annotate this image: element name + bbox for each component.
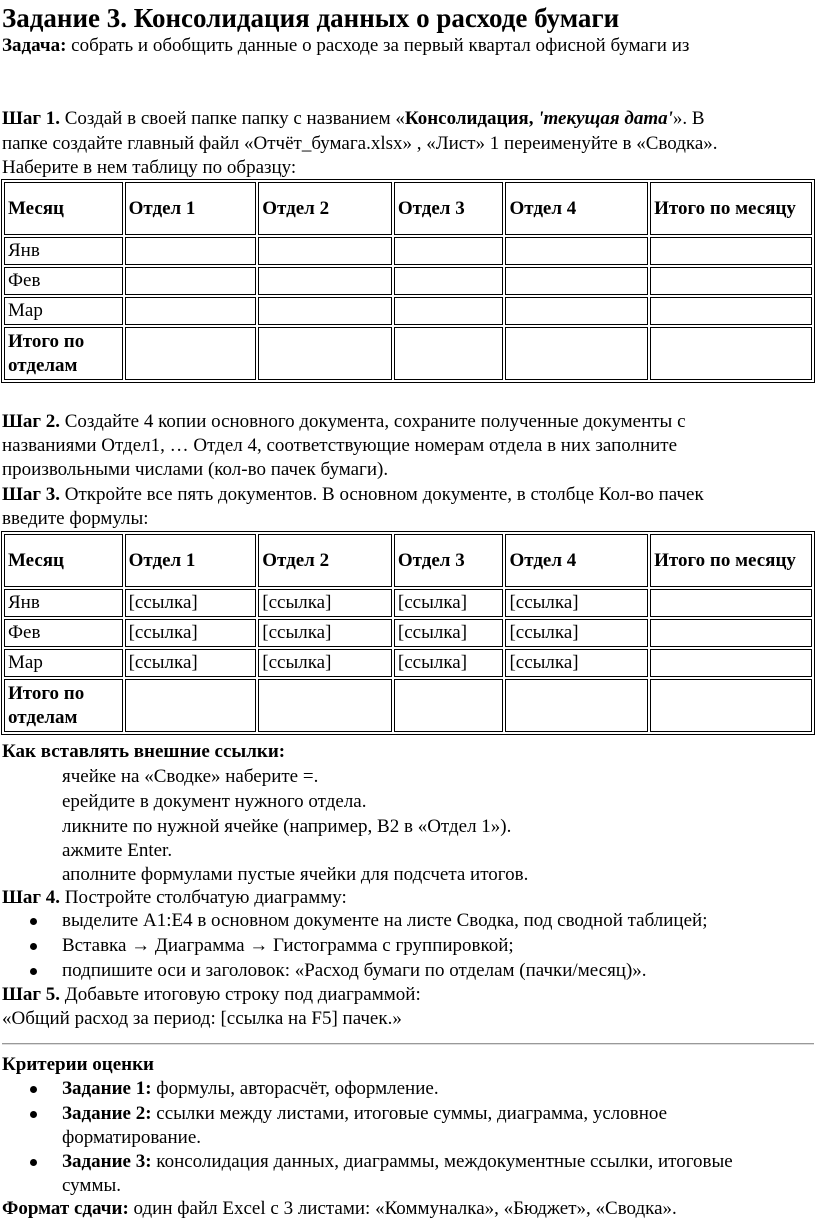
table-cell bbox=[258, 237, 392, 265]
step1-date: 'текущая дата' bbox=[538, 108, 673, 129]
step1-label: Шаг 1. bbox=[2, 108, 60, 129]
table-header-row bbox=[4, 534, 812, 587]
table-header-cell: Отдел 1 bbox=[125, 182, 257, 235]
table-cell bbox=[650, 237, 812, 265]
table-header-row bbox=[4, 182, 812, 235]
step4-label: Шаг 4. bbox=[2, 887, 60, 908]
bullet-icon bbox=[30, 943, 37, 950]
table-cell bbox=[258, 679, 392, 732]
table-cell bbox=[505, 237, 648, 265]
step5-line bbox=[2, 983, 421, 1008]
formula-table-body bbox=[4, 534, 812, 732]
table-cell bbox=[258, 297, 392, 325]
table-cell: [ссылка] bbox=[505, 619, 648, 647]
step1-folder-name: Консолидация, bbox=[404, 108, 539, 129]
links-howto-item: ажмите Enter. bbox=[62, 840, 173, 861]
table-row bbox=[4, 327, 812, 380]
criteria-item-continued: суммы. bbox=[62, 1175, 121, 1196]
summary-table-template bbox=[1, 179, 815, 383]
bullet-icon bbox=[30, 1086, 37, 1093]
links-howto-heading bbox=[2, 740, 285, 765]
table-cell: Янв bbox=[4, 237, 123, 265]
table-row bbox=[4, 679, 812, 732]
step5-label: Шаг 5. bbox=[2, 984, 60, 1005]
step1-line3: Наберите в нем таблицу по образцу: bbox=[2, 157, 297, 178]
bullet-icon bbox=[30, 918, 37, 925]
step3-line2: введите формулы: bbox=[2, 508, 149, 529]
table-cell bbox=[650, 327, 812, 380]
table-row bbox=[4, 297, 812, 325]
links-howto-item: ерейдите в документ нужного отдела. bbox=[62, 791, 367, 812]
step1-line1 bbox=[2, 107, 705, 132]
table-cell: Итого по отделам bbox=[4, 679, 123, 732]
table-row bbox=[4, 237, 812, 265]
task-line bbox=[2, 34, 689, 59]
table-header-cell: Итого по месяцу bbox=[650, 534, 812, 587]
step2-line3: произвольными числами (кол-во пачек бумаги). bbox=[2, 459, 389, 480]
table-cell bbox=[258, 327, 392, 380]
step4-bullet: Вставка → Диаграмма → Гистограмма с группировкой; bbox=[62, 935, 514, 956]
table-cell: Янв bbox=[4, 589, 123, 617]
criteria-text: консолидация данных, диаграммы, междокументные ссылки, итоговые bbox=[151, 1151, 733, 1172]
table-cell bbox=[505, 679, 648, 732]
table-cell: [ссылка] bbox=[258, 589, 392, 617]
step4-bullet: выделите A1:E4 в основном документе на листе Сводка, под сводной таблицей; bbox=[62, 910, 708, 931]
table-header-cell: Отдел 4 bbox=[505, 534, 648, 587]
step4-text: Постройте столбчатую диаграмму: bbox=[60, 887, 347, 908]
table-header-cell: Месяц bbox=[4, 182, 123, 235]
table-cell bbox=[650, 589, 812, 617]
table-cell bbox=[505, 297, 648, 325]
table-cell bbox=[394, 679, 504, 732]
table-cell bbox=[394, 267, 504, 295]
table-cell: Мар bbox=[4, 297, 123, 325]
criteria-label: Задание 1: bbox=[62, 1078, 152, 1099]
table-cell bbox=[505, 267, 648, 295]
table-cell: [ссылка] bbox=[505, 589, 648, 617]
step1-text-b: ». В bbox=[672, 108, 705, 129]
links-howto-heading-text: Как вставлять внешние ссылки: bbox=[2, 741, 286, 762]
table-cell: [ссылка] bbox=[125, 619, 257, 647]
table-cell bbox=[650, 297, 812, 325]
step2-label: Шаг 2. bbox=[2, 411, 60, 432]
table-cell: [ссылка] bbox=[258, 649, 392, 677]
criteria-item bbox=[62, 1077, 439, 1102]
table-row bbox=[4, 589, 812, 617]
links-howto-item: ликните по нужной ячейке (например, B2 в «Отдел 1»). bbox=[62, 816, 512, 837]
table-header-cell: Месяц bbox=[4, 534, 123, 587]
table-cell bbox=[650, 679, 812, 732]
step1-line2: папке создайте главный файл «Отчёт_бумага.xlsx» , «Лист» 1 переименуйте в «Сводка». bbox=[2, 133, 718, 154]
task-text: собрать и обобщить данные о расходе за первый квартал офисной бумаги из bbox=[66, 35, 690, 56]
table-cell: Фев bbox=[4, 267, 123, 295]
table-header-cell: Отдел 4 bbox=[505, 182, 648, 235]
table-cell bbox=[394, 237, 504, 265]
table-row bbox=[4, 649, 812, 677]
table-header-cell: Отдел 1 bbox=[125, 534, 257, 587]
table-header-cell: Отдел 2 bbox=[258, 534, 392, 587]
table-cell: [ссылка] bbox=[125, 649, 257, 677]
table-cell bbox=[125, 267, 257, 295]
table-cell bbox=[125, 297, 257, 325]
bullet-icon bbox=[30, 1111, 37, 1118]
table-cell: Мар bbox=[4, 649, 123, 677]
table-row bbox=[4, 619, 812, 647]
step1-text-a: Создай в своей папке папку с названием « bbox=[60, 108, 405, 129]
formula-table bbox=[1, 531, 815, 735]
step2-text: Создайте 4 копии основного документа, сохраните полученные документы с bbox=[60, 411, 686, 432]
criteria-item-continued: форматирование. bbox=[62, 1127, 202, 1148]
table-header-cell: Отдел 3 bbox=[394, 182, 504, 235]
submission-line bbox=[2, 1197, 677, 1222]
table-header-cell: Итого по месяцу bbox=[650, 182, 812, 235]
table-cell bbox=[258, 267, 392, 295]
table-header-cell: Отдел 3 bbox=[394, 534, 504, 587]
task-label: Задача: bbox=[2, 35, 67, 56]
table-cell bbox=[125, 327, 257, 380]
step3-line1 bbox=[2, 483, 704, 508]
page-title: Задание 3. Консолидация данных о расходе бумаги bbox=[2, 3, 620, 33]
table-cell bbox=[650, 619, 812, 647]
table-cell bbox=[394, 327, 504, 380]
table-cell: [ссылка] bbox=[394, 619, 504, 647]
criteria-label: Задание 3: bbox=[62, 1151, 152, 1172]
table-cell bbox=[125, 237, 257, 265]
step4-line bbox=[2, 886, 347, 911]
table-cell: [ссылка] bbox=[394, 589, 504, 617]
links-howto-item: ячейке на «Сводке» наберите =. bbox=[62, 766, 319, 787]
section-divider bbox=[2, 1043, 814, 1045]
table-cell bbox=[650, 649, 812, 677]
criteria-heading-text: Критерии оценки bbox=[2, 1054, 154, 1075]
step4-bullet: подпишите оси и заголовок: «Расход бумаги по отделам (пачки/месяц)». bbox=[62, 960, 647, 981]
step2-line1 bbox=[2, 410, 686, 435]
step5-text: Добавьте итоговую строку под диаграммой: bbox=[60, 984, 421, 1005]
criteria-heading bbox=[2, 1053, 154, 1078]
table-cell bbox=[394, 297, 504, 325]
table-row bbox=[4, 267, 812, 295]
criteria-text: формулы, авторасчёт, оформление. bbox=[151, 1078, 439, 1099]
table-cell: Фев bbox=[4, 619, 123, 647]
table-cell bbox=[505, 327, 648, 380]
table-cell: [ссылка] bbox=[505, 649, 648, 677]
step3-text: Откройте все пять документов. В основном документе, в столбце Кол-во пачек bbox=[60, 484, 704, 505]
criteria-item bbox=[62, 1150, 733, 1175]
table-cell bbox=[650, 267, 812, 295]
step3-label: Шаг 3. bbox=[2, 484, 60, 505]
table-cell: [ссылка] bbox=[258, 619, 392, 647]
submission-text: один файл Excel с 3 листами: «Коммуналка», «Бюджет», «Сводка». bbox=[128, 1198, 677, 1219]
criteria-label: Задание 2: bbox=[62, 1103, 152, 1124]
bullet-icon bbox=[30, 1159, 37, 1166]
table-cell: [ссылка] bbox=[125, 589, 257, 617]
table-cell bbox=[125, 679, 257, 732]
summary-table-body bbox=[4, 182, 812, 380]
bullet-icon bbox=[30, 968, 37, 975]
criteria-item bbox=[62, 1102, 667, 1127]
step2-line2: названиями Отдел1, … Отдел 4, соответствующие номерам отдела в них заполните bbox=[2, 435, 678, 456]
criteria-text: ссылки между листами, итоговые суммы, диаграмма, условное bbox=[151, 1103, 668, 1124]
step5-line2: «Общий расход за период: [ссылка на F5] пачек.» bbox=[2, 1008, 402, 1029]
submission-label: Формат сдачи: bbox=[2, 1198, 129, 1219]
table-header-cell: Отдел 2 bbox=[258, 182, 392, 235]
links-howto-item: аполните формулами пустые ячейки для подсчета итогов. bbox=[62, 864, 529, 885]
table-cell: [ссылка] bbox=[394, 649, 504, 677]
table-cell: Итого по отделам bbox=[4, 327, 123, 380]
